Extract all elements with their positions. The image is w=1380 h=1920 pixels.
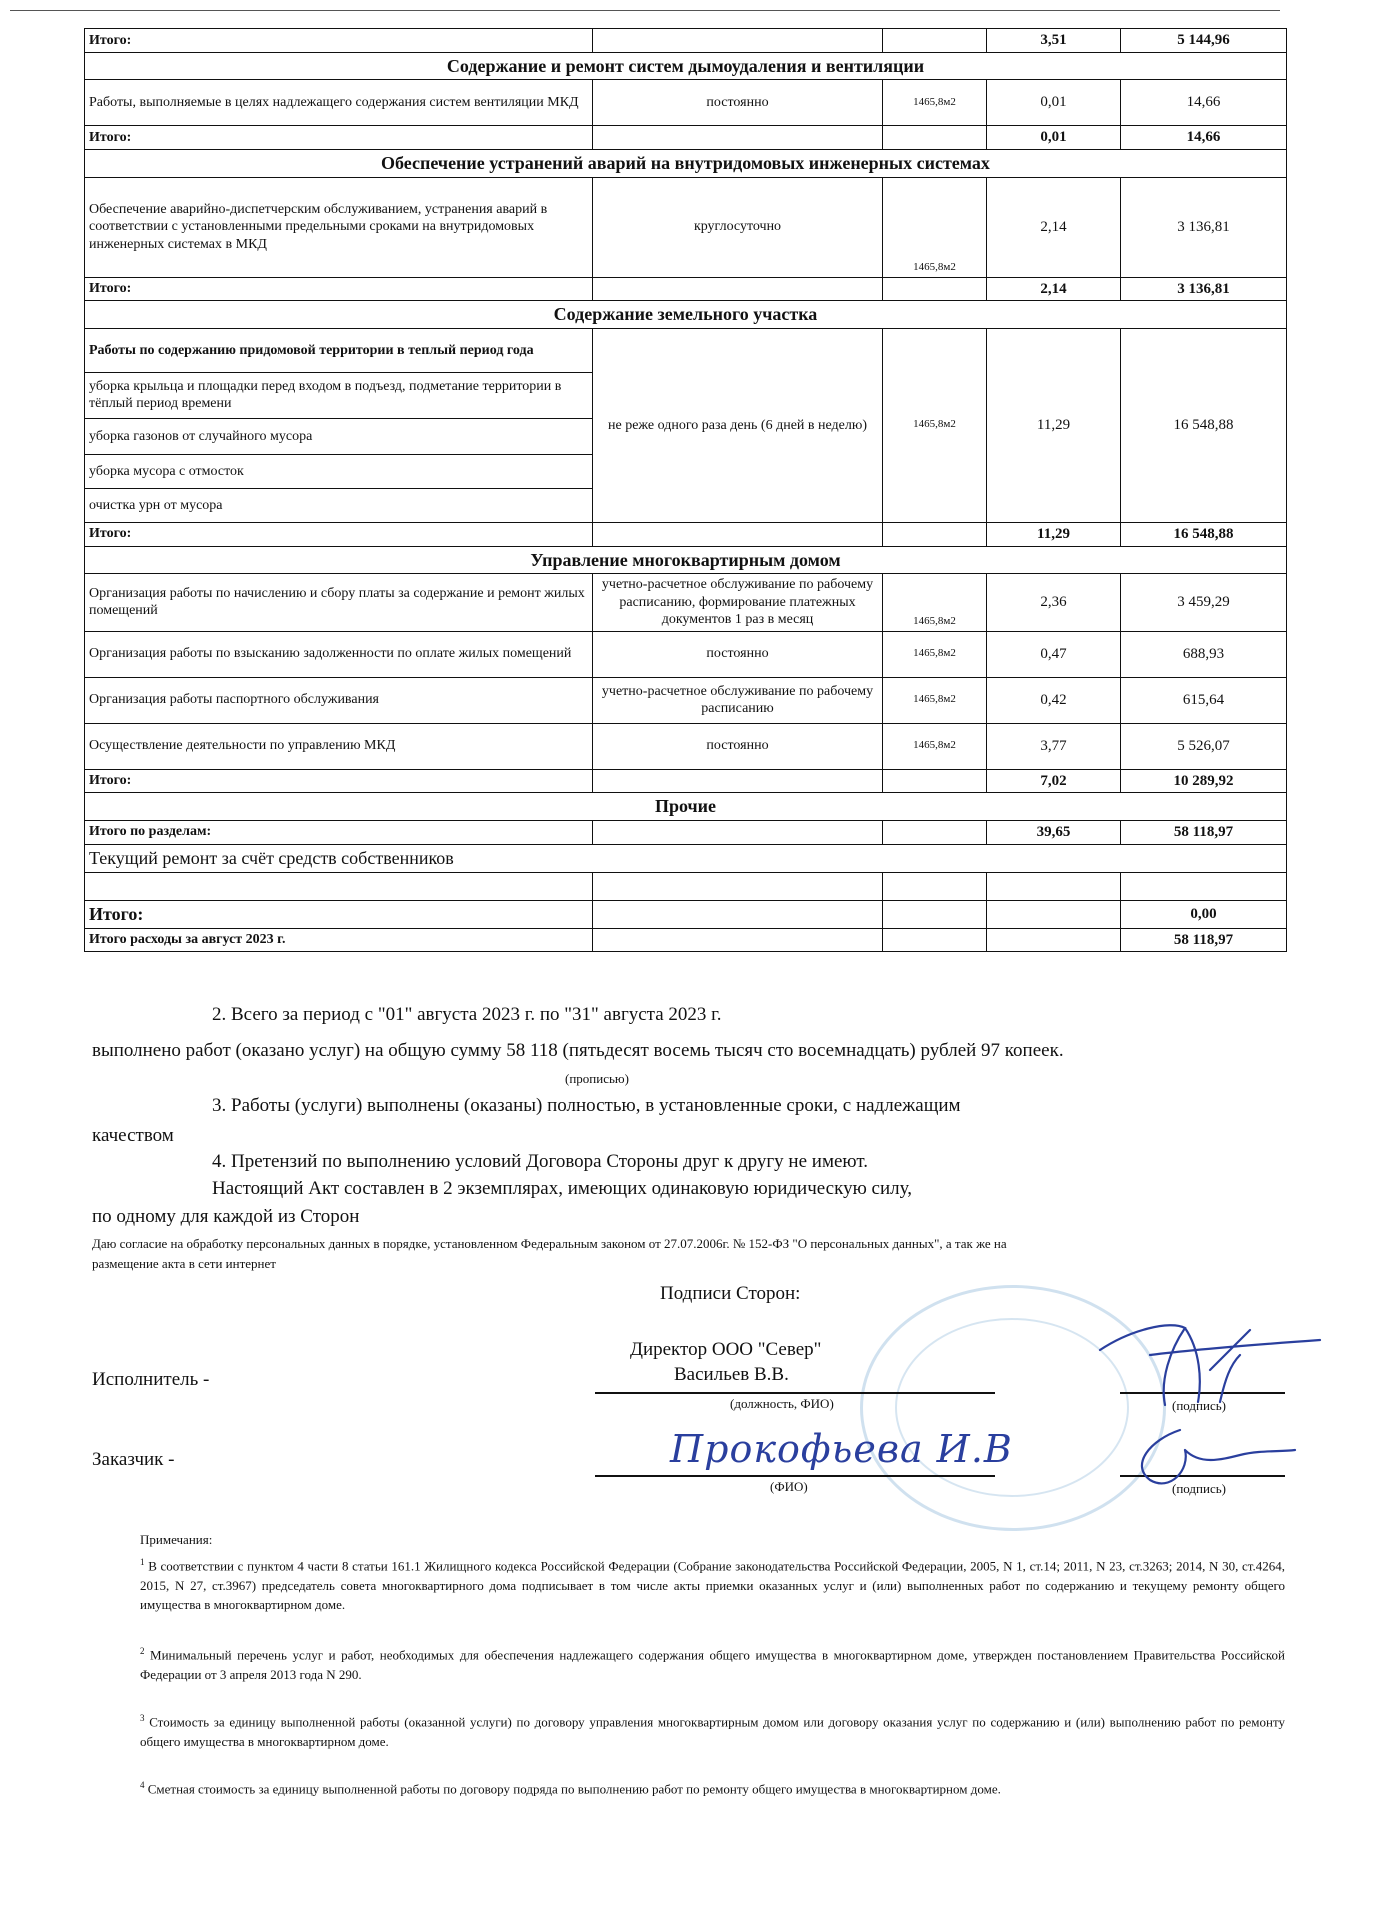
empty-cell (883, 928, 987, 952)
group-row (85, 328, 1287, 372)
empty-cell (883, 820, 987, 844)
total-row (85, 277, 1287, 301)
item-row (85, 677, 1287, 723)
executor-label: Исполнитель - (92, 1369, 210, 1390)
item-frequency: постоянно (593, 723, 883, 769)
plain-label: Текущий ремонт за счёт средств собственников (85, 844, 1287, 872)
para-3-line-1: 3. Работы (услуги) выполнены (оказаны) полностью, в установленные сроки, с надлежащим (212, 1095, 961, 1116)
sum-cell: 14,66 (1121, 126, 1287, 150)
item-unit: 1465,8м2 (883, 723, 987, 769)
sum-cell: 16 548,88 (1121, 328, 1287, 522)
section-row (85, 301, 1287, 329)
empty-cell (1121, 872, 1287, 900)
customer-name-line (595, 1475, 995, 1477)
item-label: Осуществление деятельности по управлению МКД (85, 723, 593, 769)
rate-cell: 2,14 (987, 177, 1121, 277)
customer-signature (1120, 1420, 1300, 1500)
empty-cell (85, 872, 593, 900)
top-rule (10, 10, 1280, 11)
total-row (85, 769, 1287, 793)
para-2-line-2: выполнено работ (оказано услуг) на общую сумму 58 118 (пятьдесят восемь тысяч сто восемнадцать) рублей 97 копеек. (92, 1040, 1064, 1061)
empty-cell (883, 522, 987, 546)
sum-cell: 16 548,88 (1121, 522, 1287, 546)
section-title: Управление многоквартирным домом (85, 546, 1287, 574)
para-5-line-2: по одному для каждой из Сторон (92, 1206, 360, 1227)
sum-cell: 10 289,92 (1121, 769, 1287, 793)
para-4: 4. Претензий по выполнению условий Договора Стороны друг к другу не имеют. (212, 1151, 868, 1172)
customer-label: Заказчик - (92, 1449, 175, 1470)
total-label: Итого: (85, 769, 593, 793)
item-row (85, 574, 1287, 632)
sum-cell: 5 526,07 (1121, 723, 1287, 769)
item-row (85, 177, 1287, 277)
customer-sign-caption: (подпись) (1172, 1481, 1226, 1496)
empty-cell (883, 900, 987, 928)
empty-cell (593, 29, 883, 53)
rate-cell: 11,29 (987, 522, 1121, 546)
total-row (85, 900, 1287, 928)
item-frequency: круглосуточно (593, 177, 883, 277)
item-label: Организация работы по взысканию задолженности по оплате жилых помещений (85, 631, 593, 677)
rate-cell: 0,01 (987, 126, 1121, 150)
rate-cell (987, 928, 1121, 952)
item-frequency: учетно-расчетное обслуживание по рабочему расписанию, формирование платежных документов 1 раз в месяц (593, 574, 883, 632)
item-frequency: учетно-расчетное обслуживание по рабочему расписанию (593, 677, 883, 723)
para-2-caption: (прописью) (565, 1071, 629, 1086)
empty-cell (593, 928, 883, 952)
group-sublabel: уборка крыльца и площадки перед входом в подъезд, подметание территории в тёплый период времени (85, 372, 593, 418)
customer-signature-name: Прокофьева И.В (670, 1427, 1013, 1471)
section-title: Обеспечение устранений аварий на внутридомовых инженерных системах (85, 150, 1287, 178)
section-title: Прочие (85, 793, 1287, 821)
consent-line-1: Даю согласие на обработку персональных данных в порядке, установленном Федеральным законом от 27.07.2006г. № 152-ФЗ "О персональных данных", а так же на (92, 1236, 1007, 1251)
rate-cell: 0,01 (987, 80, 1121, 126)
rate-cell: 2,14 (987, 277, 1121, 301)
empty-cell (593, 900, 883, 928)
item-unit: 1465,8м2 (883, 677, 987, 723)
item-label: Обеспечение аварийно-диспетчерским обслуживанием, устранения аварий в соответствии с установленными предельными сроками на внутридомовых инженерных системах в МКД (85, 177, 593, 277)
section-row (85, 52, 1287, 80)
group-sublabel: уборка мусора с отмосток (85, 454, 593, 488)
empty-cell (987, 872, 1121, 900)
plain-row (85, 844, 1287, 872)
item-row (85, 631, 1287, 677)
sum-cell: 58 118,97 (1121, 928, 1287, 952)
sum-cell: 0,00 (1121, 900, 1287, 928)
rate-cell: 0,42 (987, 677, 1121, 723)
empty-cell (593, 769, 883, 793)
item-unit: 1465,8м2 (883, 80, 987, 126)
total-row (85, 928, 1287, 952)
sum-cell: 688,93 (1121, 631, 1287, 677)
empty-cell (883, 126, 987, 150)
note-3: $^3$ Стоимость за единицу выполненной работы (оказанной услуги) по договору управления многоквартирным домом или договору оказания услуг по содержанию и (или) выполнению работ по ремонту общего имущества в многоквартирном доме. (140, 1713, 1286, 1749)
item-row (85, 80, 1287, 126)
sum-cell: 3 136,81 (1121, 177, 1287, 277)
item-frequency: постоянно (593, 631, 883, 677)
group-frequency: не реже одного раза день (6 дней в неделю) (593, 328, 883, 522)
consent-line-2: размещение акта в сети интернет (92, 1256, 276, 1271)
sum-cell: 14,66 (1121, 80, 1287, 126)
section-row (85, 150, 1287, 178)
empty-cell (593, 820, 883, 844)
total-row (85, 522, 1287, 546)
empty-cell (883, 277, 987, 301)
executor-sign-caption: (подпись) (1172, 1398, 1226, 1413)
sum-cell: 58 118,97 (1121, 820, 1287, 844)
item-unit: 1465,8м2 (883, 631, 987, 677)
sum-cell: 3 459,29 (1121, 574, 1287, 632)
rate-cell: 3,77 (987, 723, 1121, 769)
executor-position: Директор ООО "Север" (630, 1339, 822, 1360)
rate-cell (987, 900, 1121, 928)
section-title: Содержание земельного участка (85, 301, 1287, 329)
para-2-line-1: 2. Всего за период с "01" августа 2023 г. по "31" августа 2023 г. (212, 1004, 722, 1025)
item-unit: 1465,8м2 (883, 177, 987, 277)
group-sublabel: уборка газонов от случайного мусора (85, 418, 593, 454)
group-unit: 1465,8м2 (883, 328, 987, 522)
sum-cell: 3 136,81 (1121, 277, 1287, 301)
notes-title: Примечания: (140, 1532, 213, 1547)
rate-cell: 7,02 (987, 769, 1121, 793)
para-5-line-1: Настоящий Акт составлен в 2 экземплярах, имеющих одинаковую юридическую силу, (212, 1178, 912, 1199)
group-sublabel: очистка урн от мусора (85, 488, 593, 522)
total-label: Итого: (85, 522, 593, 546)
total-label: Итого по разделам: (85, 820, 593, 844)
section-row (85, 793, 1287, 821)
services-table (84, 28, 1287, 952)
executor-name-line (595, 1392, 995, 1394)
rate-cell: 3,51 (987, 29, 1121, 53)
total-row (85, 820, 1287, 844)
group-heading: Работы по содержанию придомовой территории в теплый период года (85, 328, 593, 372)
signatures-heading: Подписи Сторон: (660, 1283, 801, 1304)
empty-cell (883, 29, 987, 53)
note-2: $^2$ Минимальный перечень услуг и работ, необходимых для обеспечения надлежащего содержания общего имущества в многоквартирном доме, утвержден постановлением Правительства Российской Федерации от 3 апреля 2013 года N 290. (140, 1646, 1285, 1682)
note-4: $^4$ Сметная стоимость за единицу выполненной работы по договору подряда по выполнению работ по ремонту общего имущества в многоквартирном доме. (140, 1780, 1001, 1797)
total-label: Итого: (85, 277, 593, 301)
empty-row (85, 872, 1287, 900)
total-label: Итого: (85, 29, 593, 53)
customer-caption: (ФИО) (770, 1479, 808, 1494)
note-1: $^1$ В соответствии с пунктом 4 части 8 статьи 161.1 Жилищного кодекса Российской Федерации (Собрание законодательства Российской Федерации, 2005, N 1, ст.14; 2011, N 23, ст.3263; 2014, N 30, ст.4264, 2015, N 27, ст.3967) председатель совета многоквартирного дома подписывает в том числе акты приемки оказанных услуг и (или) выполненных работ по содержанию и текущему ремонту общего имущества в многоквартирном доме. (140, 1557, 1286, 1613)
rate-cell: 11,29 (987, 328, 1121, 522)
empty-cell (593, 277, 883, 301)
item-unit: 1465,8м2 (883, 574, 987, 632)
section-title: Содержание и ремонт систем дымоудаления и вентиляции (85, 52, 1287, 80)
sum-cell: 615,64 (1121, 677, 1287, 723)
executor-name: Васильев В.В. (674, 1364, 789, 1385)
empty-cell (593, 872, 883, 900)
item-frequency: постоянно (593, 80, 883, 126)
rate-cell: 39,65 (987, 820, 1121, 844)
para-3-line-2: качеством (92, 1125, 174, 1146)
item-label: Организация работы по начислению и сбору платы за содержание и ремонт жилых помещений (85, 574, 593, 632)
sum-cell: 5 144,96 (1121, 29, 1287, 53)
item-row (85, 723, 1287, 769)
empty-cell (883, 872, 987, 900)
section-row (85, 546, 1287, 574)
total-row (85, 126, 1287, 150)
empty-cell (593, 126, 883, 150)
total-label: Итого расходы за август 2023 г. (85, 928, 593, 952)
empty-cell (593, 522, 883, 546)
rate-cell: 2,36 (987, 574, 1121, 632)
executor-signature (1090, 1310, 1330, 1420)
total-row (85, 29, 1287, 53)
item-label: Работы, выполняемые в целях надлежащего содержания систем вентиляции МКД (85, 80, 593, 126)
item-label: Организация работы паспортного обслуживания (85, 677, 593, 723)
total-label: Итого: (85, 900, 593, 928)
executor-caption: (должность, ФИО) (730, 1396, 834, 1411)
empty-cell (883, 769, 987, 793)
rate-cell: 0,47 (987, 631, 1121, 677)
total-label: Итого: (85, 126, 593, 150)
